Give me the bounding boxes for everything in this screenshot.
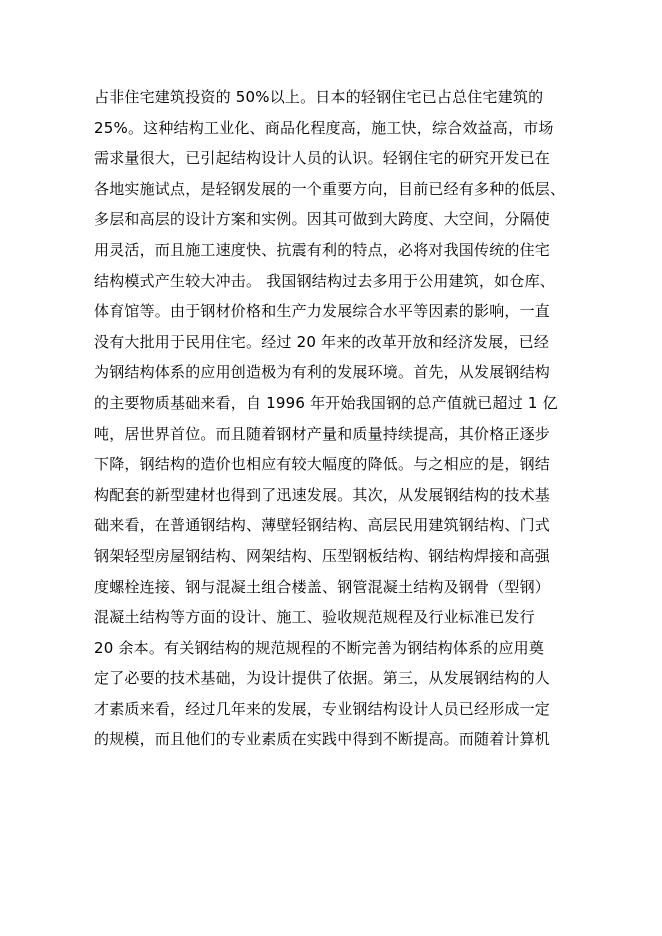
text-line: 20 余本。有关钢结构的规范规程的不断完善为钢结构体系的应用奠 (94, 638, 545, 657)
text-line: 的主要物质基础来看，自 1996 年开始我国钢的总产值就已超过 1 亿 (94, 393, 558, 412)
text-line: 才素质来看，经过几年来的发展，专业钢结构设计人员已经形成一定 (94, 699, 551, 718)
text-line: 构配套的新型建材也得到了迅速发展。其次，从发展钢结构的技术基 (94, 485, 551, 504)
text-line: 混凝土结构等方面的设计、施工、验收规范规程及行业标准已发行 (94, 608, 535, 627)
text-line: 体育馆等。由于钢材价格和生产力发展综合水平等因素的影响，一直 (94, 302, 551, 321)
text-line: 占非住宅建筑投资的 50%以上。日本的轻钢住宅已占总住宅建筑的 (94, 88, 544, 106)
body-paragraph (94, 82, 614, 755)
text-line: 下降，钢结构的造价也相应有较大幅度的降低。与之相应的是，钢结 (94, 455, 551, 474)
text-line: 没有大批用于民用住宅。经过 20 年来的改革开放和经济发展，已经 (94, 332, 550, 351)
text-line: 度螺栓连接、钢与混凝土组合楼盖、钢管混凝土结构及钢骨（型钢） (94, 577, 551, 596)
text-line: 各地实施试点，是轻钢发展的一个重要方向，目前已经有多种的低层、 (94, 179, 566, 198)
text-line: 吨，居世界首位。而且随着钢材产量和质量持续提高，其价格正逐步 (94, 424, 551, 443)
text-line: 定了必要的技术基础，为设计提供了依据。第三，从发展钢结构的人 (94, 669, 551, 688)
text-line: 需求量很大，已引起结构设计人员的认识。轻钢住宅的研究开发已在 (94, 149, 551, 168)
text-line: 础来看，在普通钢结构、薄壁轻钢结构、高层民用建筑钢结构、门式 (94, 516, 551, 535)
text-line: 用灵活，而且施工速度快、抗震有利的特点，必将对我国传统的住宅 (94, 240, 551, 259)
text-line: 钢架轻型房屋钢结构、网架结构、压型钢板结构、钢结构焊接和高强 (94, 546, 551, 565)
text-line: 多层和高层的设计方案和实例。因其可做到大跨度、大空间，分隔使 (94, 210, 551, 229)
text-line: 结构模式产生较大冲击。 我国钢结构过去多用于公用建筑，如仓库、 (94, 271, 555, 290)
text-line: 25%。这种结构工业化、商品化程度高，施工快，综合效益高，市场 (94, 118, 554, 137)
text-line: 为钢结构体系的应用创造极为有利的发展环境。首先，从发展钢结构 (94, 363, 551, 382)
text-line: 的规模，而且他们的专业素质在实践中得到不断提高。而随着计算机 (94, 730, 551, 749)
